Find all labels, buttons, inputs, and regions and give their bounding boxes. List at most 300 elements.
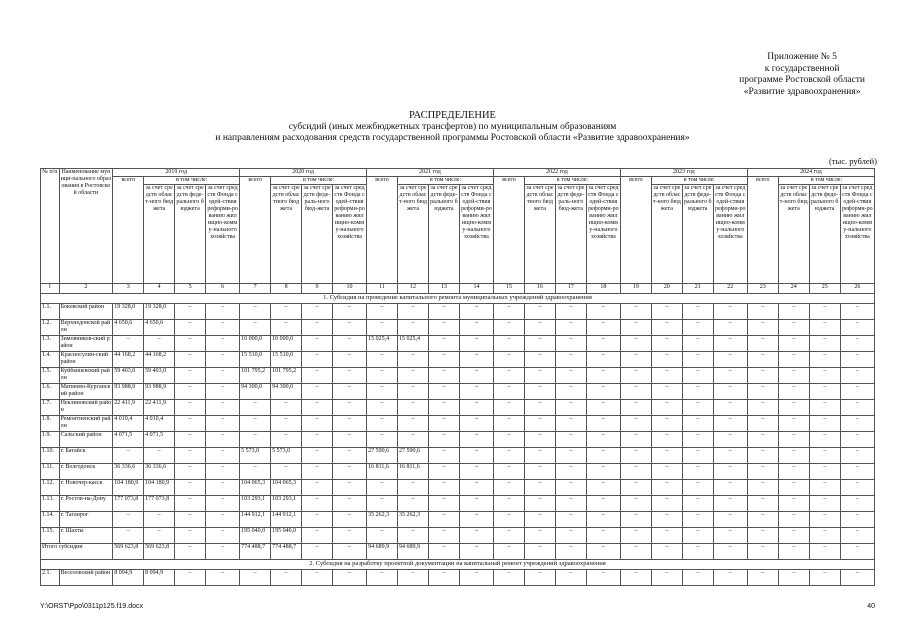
header-source: за счет средств Фонда содей-ствия реформи-рованию жилищно-комму-нального хозяйства (333, 185, 367, 284)
row-value: – (840, 400, 874, 416)
row-value: – (840, 528, 874, 544)
row-value: – (113, 512, 144, 528)
column-number: 7 (240, 284, 271, 294)
row-value: – (398, 368, 429, 384)
row-value: – (524, 480, 555, 496)
column-number: 1 (41, 284, 60, 294)
header-source: за счет средств Фонда содей-ствия реформи-рованию жилищно-комму-нального хозяйства (206, 185, 240, 284)
row-number: 1.6. (41, 384, 60, 400)
row-value: – (555, 400, 586, 416)
row-value: – (367, 570, 398, 586)
row-value: 15 025,4 (398, 336, 429, 352)
row-value: – (586, 368, 620, 384)
row-value: – (586, 528, 620, 544)
row-value: 59 403,0 (144, 368, 175, 384)
row-value: – (555, 480, 586, 496)
row-value: – (428, 368, 459, 384)
row-value: – (206, 368, 240, 384)
row-value: – (206, 480, 240, 496)
row-value: – (493, 352, 524, 368)
header-incl: в том числе: (271, 177, 367, 185)
section-heading: 2. Субсидия на разработку проектной документации на капитальный ремонт учреждений здравоохранения (41, 560, 875, 570)
header-total: всего (113, 177, 144, 284)
row-municipality: г. Ростов-на-Дону (59, 496, 113, 512)
row-value: – (240, 464, 271, 480)
row-value: – (651, 512, 682, 528)
appendix-block (739, 52, 865, 98)
row-number: 1.5. (41, 368, 60, 384)
column-number: 17 (555, 284, 586, 294)
column-number: 6 (206, 284, 240, 294)
row-value: – (175, 304, 206, 320)
header-name: Наименование муници-пального образования в Ростовской области (59, 169, 113, 284)
row-value: – (555, 448, 586, 464)
row-value: 36 336,6 (113, 464, 144, 480)
row-value: – (620, 368, 651, 384)
appendix-line: программе Ростовской области (739, 75, 865, 85)
row-value: – (651, 464, 682, 480)
total-value: – (175, 544, 206, 560)
table-row (41, 432, 875, 448)
row-value: 94 300,0 (271, 384, 302, 400)
row-value: – (840, 336, 874, 352)
row-value: 44 168,2 (144, 352, 175, 368)
row-value: – (524, 352, 555, 368)
row-value: – (333, 448, 367, 464)
row-value: – (302, 384, 333, 400)
table-row (41, 416, 875, 432)
row-value: – (459, 464, 493, 480)
row-value: – (713, 496, 747, 512)
row-value: – (524, 464, 555, 480)
total-value: 569 623,8 (113, 544, 144, 560)
row-value: – (840, 464, 874, 480)
row-value: 16 811,6 (367, 464, 398, 480)
header-source: за счет средств Фонда содей-ствия реформи-рованию жилищно-комму-нального хозяйства (840, 185, 874, 284)
row-value: – (620, 336, 651, 352)
table-row (41, 384, 875, 400)
row-value: 19 328,0 (144, 304, 175, 320)
row-value: – (206, 416, 240, 432)
row-value: – (333, 512, 367, 528)
row-value: – (620, 528, 651, 544)
row-value: – (713, 400, 747, 416)
row-value: – (809, 384, 840, 400)
row-value: – (428, 320, 459, 336)
header-source: за счет средств Фонда содей-ствия реформи-рованию жилищно-комму-нального хозяйства (713, 185, 747, 284)
table-row (41, 464, 875, 480)
row-value: – (524, 416, 555, 432)
file-path: Y:\ORST\Ppo\0311p125.f19.docx (40, 603, 143, 610)
row-value: – (747, 384, 778, 400)
total-value: – (555, 544, 586, 560)
row-value: – (840, 432, 874, 448)
row-value: – (428, 570, 459, 586)
column-number: 12 (398, 284, 429, 294)
row-value: – (555, 320, 586, 336)
row-value: – (459, 304, 493, 320)
total-value: – (493, 544, 524, 560)
row-value: – (651, 528, 682, 544)
row-municipality: Красносулин-ский район (59, 352, 113, 368)
row-value: – (651, 304, 682, 320)
row-value: 104 180,9 (113, 480, 144, 496)
row-value: – (586, 336, 620, 352)
row-value: – (302, 448, 333, 464)
row-value: – (651, 352, 682, 368)
row-value: – (620, 570, 651, 586)
row-value: – (713, 528, 747, 544)
row-value: – (747, 400, 778, 416)
appendix-line: «Развитие здравоохранения» (743, 86, 861, 97)
row-value: – (271, 570, 302, 586)
row-value: – (682, 464, 713, 480)
row-value: – (428, 304, 459, 320)
row-value: – (840, 320, 874, 336)
appendix-line: Приложение № 5 (767, 52, 837, 62)
row-value: – (240, 416, 271, 432)
row-value: – (682, 336, 713, 352)
row-value: – (586, 512, 620, 528)
page-number: 40 (867, 603, 875, 610)
row-value: 44 168,2 (113, 352, 144, 368)
row-value: – (524, 304, 555, 320)
row-value: – (682, 416, 713, 432)
header-year: 2021 год (367, 169, 494, 177)
row-value: – (428, 512, 459, 528)
column-number: 16 (524, 284, 555, 294)
header-source: за счет средств областного бюджета (271, 185, 302, 284)
row-value: – (428, 416, 459, 432)
row-value: – (840, 304, 874, 320)
row-value: – (809, 512, 840, 528)
row-value: – (555, 512, 586, 528)
row-value: – (459, 352, 493, 368)
row-value: – (747, 336, 778, 352)
table-row (41, 448, 875, 464)
row-value: – (398, 400, 429, 416)
row-value: – (586, 448, 620, 464)
row-value: – (493, 570, 524, 586)
row-value: – (809, 304, 840, 320)
row-value: – (459, 448, 493, 464)
row-value: – (175, 480, 206, 496)
row-value: – (302, 512, 333, 528)
row-value: – (206, 570, 240, 586)
total-value: – (809, 544, 840, 560)
row-municipality: Ремонтненский район (59, 416, 113, 432)
row-value: – (778, 336, 809, 352)
document-title (0, 110, 905, 144)
row-value: 10 000,0 (240, 336, 271, 352)
total-value: – (778, 544, 809, 560)
total-row (41, 544, 875, 560)
row-value: – (651, 570, 682, 586)
row-value: – (206, 528, 240, 544)
column-number: 20 (651, 284, 682, 294)
row-value: – (840, 512, 874, 528)
row-value: – (555, 528, 586, 544)
row-value: – (682, 528, 713, 544)
row-value: – (747, 304, 778, 320)
row-value: – (682, 512, 713, 528)
row-value: 104 065,3 (271, 480, 302, 496)
row-value: – (651, 480, 682, 496)
row-value: – (524, 432, 555, 448)
row-value: – (620, 320, 651, 336)
row-value: – (840, 368, 874, 384)
row-value: – (175, 528, 206, 544)
row-value: – (175, 464, 206, 480)
header-incl: в том числе: (524, 177, 620, 185)
row-municipality: г. Батайск (59, 448, 113, 464)
row-value: – (113, 448, 144, 464)
header-source: за счет средств феде-рального бюджета (809, 185, 840, 284)
row-value: – (555, 384, 586, 400)
row-value: – (367, 384, 398, 400)
row-value: – (459, 512, 493, 528)
row-number: 1.1. (41, 304, 60, 320)
row-value: 36 336,6 (144, 464, 175, 480)
row-value: – (778, 512, 809, 528)
row-value: – (144, 336, 175, 352)
column-number: 22 (713, 284, 747, 294)
table-row (41, 368, 875, 384)
total-value: – (428, 544, 459, 560)
row-value: – (493, 480, 524, 496)
row-value: – (175, 352, 206, 368)
row-value: – (524, 570, 555, 586)
row-value: – (367, 480, 398, 496)
row-value: 4 010,4 (144, 416, 175, 432)
row-value: – (524, 496, 555, 512)
row-value: – (240, 320, 271, 336)
row-value: – (398, 352, 429, 368)
row-number: 1.9. (41, 432, 60, 448)
total-value: – (651, 544, 682, 560)
row-value: – (840, 570, 874, 586)
total-value: – (302, 544, 333, 560)
row-value: – (713, 480, 747, 496)
header-incl: в том числе: (398, 177, 494, 185)
row-value: – (271, 416, 302, 432)
total-value: – (747, 544, 778, 560)
row-value: – (555, 336, 586, 352)
row-value: – (271, 432, 302, 448)
row-value: – (175, 336, 206, 352)
row-value: – (620, 464, 651, 480)
title-subtitle: субсидий (иных межбюджетных трансфертов) по муниципальным образованиям (288, 122, 617, 132)
row-value: 15 510,0 (271, 352, 302, 368)
row-value: – (651, 336, 682, 352)
row-value: – (459, 528, 493, 544)
row-value: – (778, 570, 809, 586)
row-value: – (747, 496, 778, 512)
row-value: – (333, 496, 367, 512)
row-value: 103 293,1 (240, 496, 271, 512)
header-incl: в том числе: (144, 177, 240, 185)
header-total: всего (367, 177, 398, 284)
header-total: всего (493, 177, 524, 284)
row-value: – (555, 416, 586, 432)
row-value: 22 411,9 (144, 400, 175, 416)
row-value: – (778, 320, 809, 336)
row-value: – (809, 528, 840, 544)
row-value: 15 510,0 (240, 352, 271, 368)
row-value: – (840, 496, 874, 512)
row-value: – (620, 304, 651, 320)
row-value: 101 795,2 (271, 368, 302, 384)
row-value: – (555, 464, 586, 480)
row-value: – (302, 432, 333, 448)
row-municipality: Сальский район (59, 432, 113, 448)
row-value: – (367, 304, 398, 320)
column-number: 21 (682, 284, 713, 294)
total-value: 774 488,7 (271, 544, 302, 560)
row-value: 15 025,4 (367, 336, 398, 352)
row-value: – (620, 384, 651, 400)
row-value: – (778, 432, 809, 448)
row-value: – (682, 384, 713, 400)
row-value: – (367, 368, 398, 384)
row-value: – (555, 570, 586, 586)
row-value: – (333, 528, 367, 544)
row-value: – (809, 432, 840, 448)
row-value: 144 912,1 (240, 512, 271, 528)
row-municipality: г. Волгодонск (59, 464, 113, 480)
row-value: – (175, 320, 206, 336)
row-value: – (333, 464, 367, 480)
row-value: – (175, 448, 206, 464)
row-value: 104 065,3 (240, 480, 271, 496)
row-value: – (302, 352, 333, 368)
row-value: – (651, 320, 682, 336)
row-value: – (713, 368, 747, 384)
row-value: – (713, 336, 747, 352)
row-value: – (240, 432, 271, 448)
row-number: 1.3. (41, 336, 60, 352)
row-value: – (398, 304, 429, 320)
row-value: – (778, 352, 809, 368)
row-value: – (586, 570, 620, 586)
total-value: – (840, 544, 874, 560)
header-source: за счет средств областного бюджета (524, 185, 555, 284)
row-value: – (555, 304, 586, 320)
row-value: – (459, 416, 493, 432)
header-total: всего (240, 177, 271, 284)
row-value: – (524, 336, 555, 352)
row-value: 103 293,1 (271, 496, 302, 512)
header-year: 2022 год (493, 169, 620, 177)
row-value: – (747, 512, 778, 528)
row-value: – (682, 368, 713, 384)
row-value: – (586, 400, 620, 416)
row-number: 1.2. (41, 320, 60, 336)
row-value: – (778, 480, 809, 496)
row-municipality: Зимовников-ский район (59, 336, 113, 352)
row-value: – (175, 512, 206, 528)
row-value: – (809, 570, 840, 586)
row-value: – (620, 448, 651, 464)
row-value: – (175, 416, 206, 432)
row-value: 5 573,0 (240, 448, 271, 464)
column-number: 15 (493, 284, 524, 294)
row-value: – (778, 528, 809, 544)
row-value: – (333, 336, 367, 352)
row-number: 1.15. (41, 528, 60, 544)
total-value: – (459, 544, 493, 560)
row-value: – (778, 384, 809, 400)
row-value: 22 411,9 (113, 400, 144, 416)
row-value: – (175, 496, 206, 512)
column-number: 24 (778, 284, 809, 294)
row-value: – (493, 368, 524, 384)
row-value: – (333, 352, 367, 368)
total-value: – (206, 544, 240, 560)
total-value: 94 689,9 (367, 544, 398, 560)
row-value: – (206, 464, 240, 480)
row-value: – (555, 432, 586, 448)
row-value: – (428, 480, 459, 496)
column-number: 3 (113, 284, 144, 294)
row-value: – (840, 384, 874, 400)
table-row (41, 480, 875, 496)
row-value: – (240, 400, 271, 416)
row-value: – (302, 416, 333, 432)
row-value: – (144, 512, 175, 528)
row-value: – (713, 464, 747, 480)
row-value: – (206, 400, 240, 416)
row-value: – (524, 320, 555, 336)
row-value: – (620, 400, 651, 416)
row-value: 35 262,3 (398, 512, 429, 528)
row-value: 195 040,0 (271, 528, 302, 544)
table-row (41, 336, 875, 352)
row-value: – (682, 320, 713, 336)
header-incl: в том числе: (778, 177, 874, 185)
row-value: – (713, 352, 747, 368)
row-value: – (586, 320, 620, 336)
row-value: – (206, 304, 240, 320)
row-number: 1.7. (41, 400, 60, 416)
header-total: всего (620, 177, 651, 284)
row-value: 27 590,6 (367, 448, 398, 464)
row-value: – (459, 336, 493, 352)
header-source: за счет средств феде-раль-ного бюд-жета (555, 185, 586, 284)
row-value: – (682, 400, 713, 416)
row-value: – (524, 512, 555, 528)
row-value: – (175, 570, 206, 586)
row-value: – (271, 400, 302, 416)
title-subtitle: и направлениям расходования средств государственной программы Ростовской области «Развитие здравоохранения» (215, 133, 690, 143)
row-value: – (586, 384, 620, 400)
header-source: за счет средств област-ного бюджета (651, 185, 682, 284)
row-value: – (651, 368, 682, 384)
row-value: – (682, 352, 713, 368)
row-value: – (240, 570, 271, 586)
row-value: – (428, 464, 459, 480)
row-value: – (493, 336, 524, 352)
total-value: – (682, 544, 713, 560)
row-value: 4 010,4 (113, 416, 144, 432)
row-value: 104 180,9 (144, 480, 175, 496)
total-value: – (713, 544, 747, 560)
row-value: – (398, 480, 429, 496)
row-value: – (747, 432, 778, 448)
row-value: – (713, 570, 747, 586)
total-value: 94 689,9 (398, 544, 429, 560)
column-number: 13 (428, 284, 459, 294)
